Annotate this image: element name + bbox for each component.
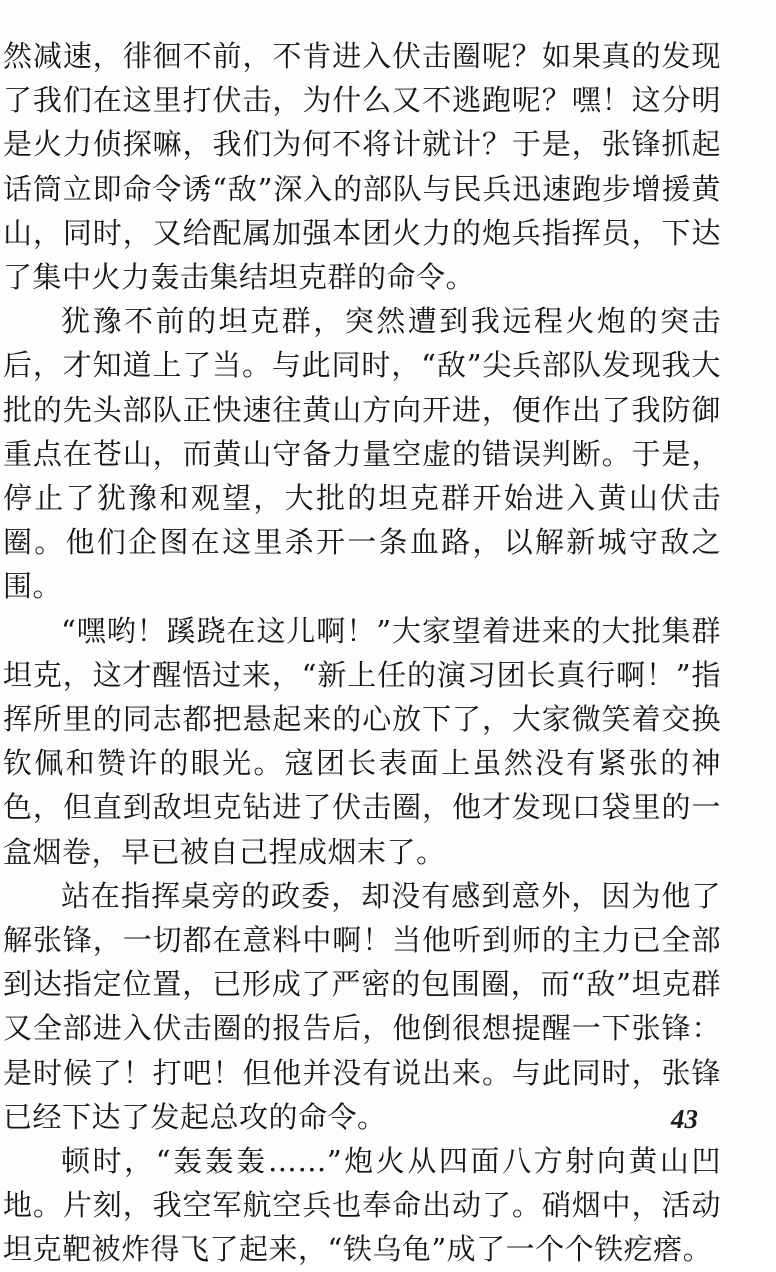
- paragraph-1: 然减速，徘徊不前，不肯进入伏击圈呢？如果真的发现了我们在这里打伏击，为什么又不逃跑呢？嘿！这分明是火力侦探嘛，我们为何不将计就计？于是，张锋抓起话筒立即命令诱“敌”深入的部队与民兵迅速跑步增援黄山，同时，又给配属加强本团火力的炮兵指挥员，下达了集中火力轰击集结坦克群的命令。: [3, 39, 721, 295]
- body-text: [3, 34, 721, 1272]
- paragraph-5: 顿时，“轰轰轰……”炮火从四面八方射向黄山凹地。片刻，我空军航空兵也奉命出动了。硝烟中，活动坦克靶被炸得飞了起来，“铁乌龟”成了一个个铁疙瘩。: [3, 1144, 721, 1267]
- page-number: 43: [671, 1104, 698, 1134]
- paragraph-3: “嘿哟！蹊跷在这儿啊！”大家望着进来的大批集群坦克，这才醒悟过来，“新上任的演习团长真行啊！”指挥所里的同志都把悬起来的心放下了，大家微笑着交换钦佩和赞许的眼光。寇团长表面上虽然没有紧张的神色，但直到敌坦克钻进了伏击圈，他才发现口袋里的一盒烟卷，早已被自己捏成烟末了。: [3, 613, 721, 869]
- paragraph-2: 犹豫不前的坦克群，突然遭到我远程火炮的突击后，才知道上了当。与此同时，“敌”尖兵部队发现我大批的先头部队正快速往黄山方向开进，便作出了我防御重点在苍山，而黄山守备力量空虚的错误判断。于是，停止了犹豫和观望，大批的坦克群开始进入黄山伏击圈。他们企图在这里杀开一条血路，以解新城守敌之围。: [3, 304, 721, 604]
- paragraph-4: 站在指挥桌旁的政委，却没有感到意外，因为他了解张锋，一切都在意料中啊！当他听到师的主力已全部到达指定位置，已形成了严密的包围圈，而“敌”坦克群又全部进入伏击圈的报告后，他倒很想提醒一下张锋：是时候了！打吧！但他并没有说出来。与此同时，张锋已经下达了发起总攻的命令。: [3, 878, 721, 1134]
